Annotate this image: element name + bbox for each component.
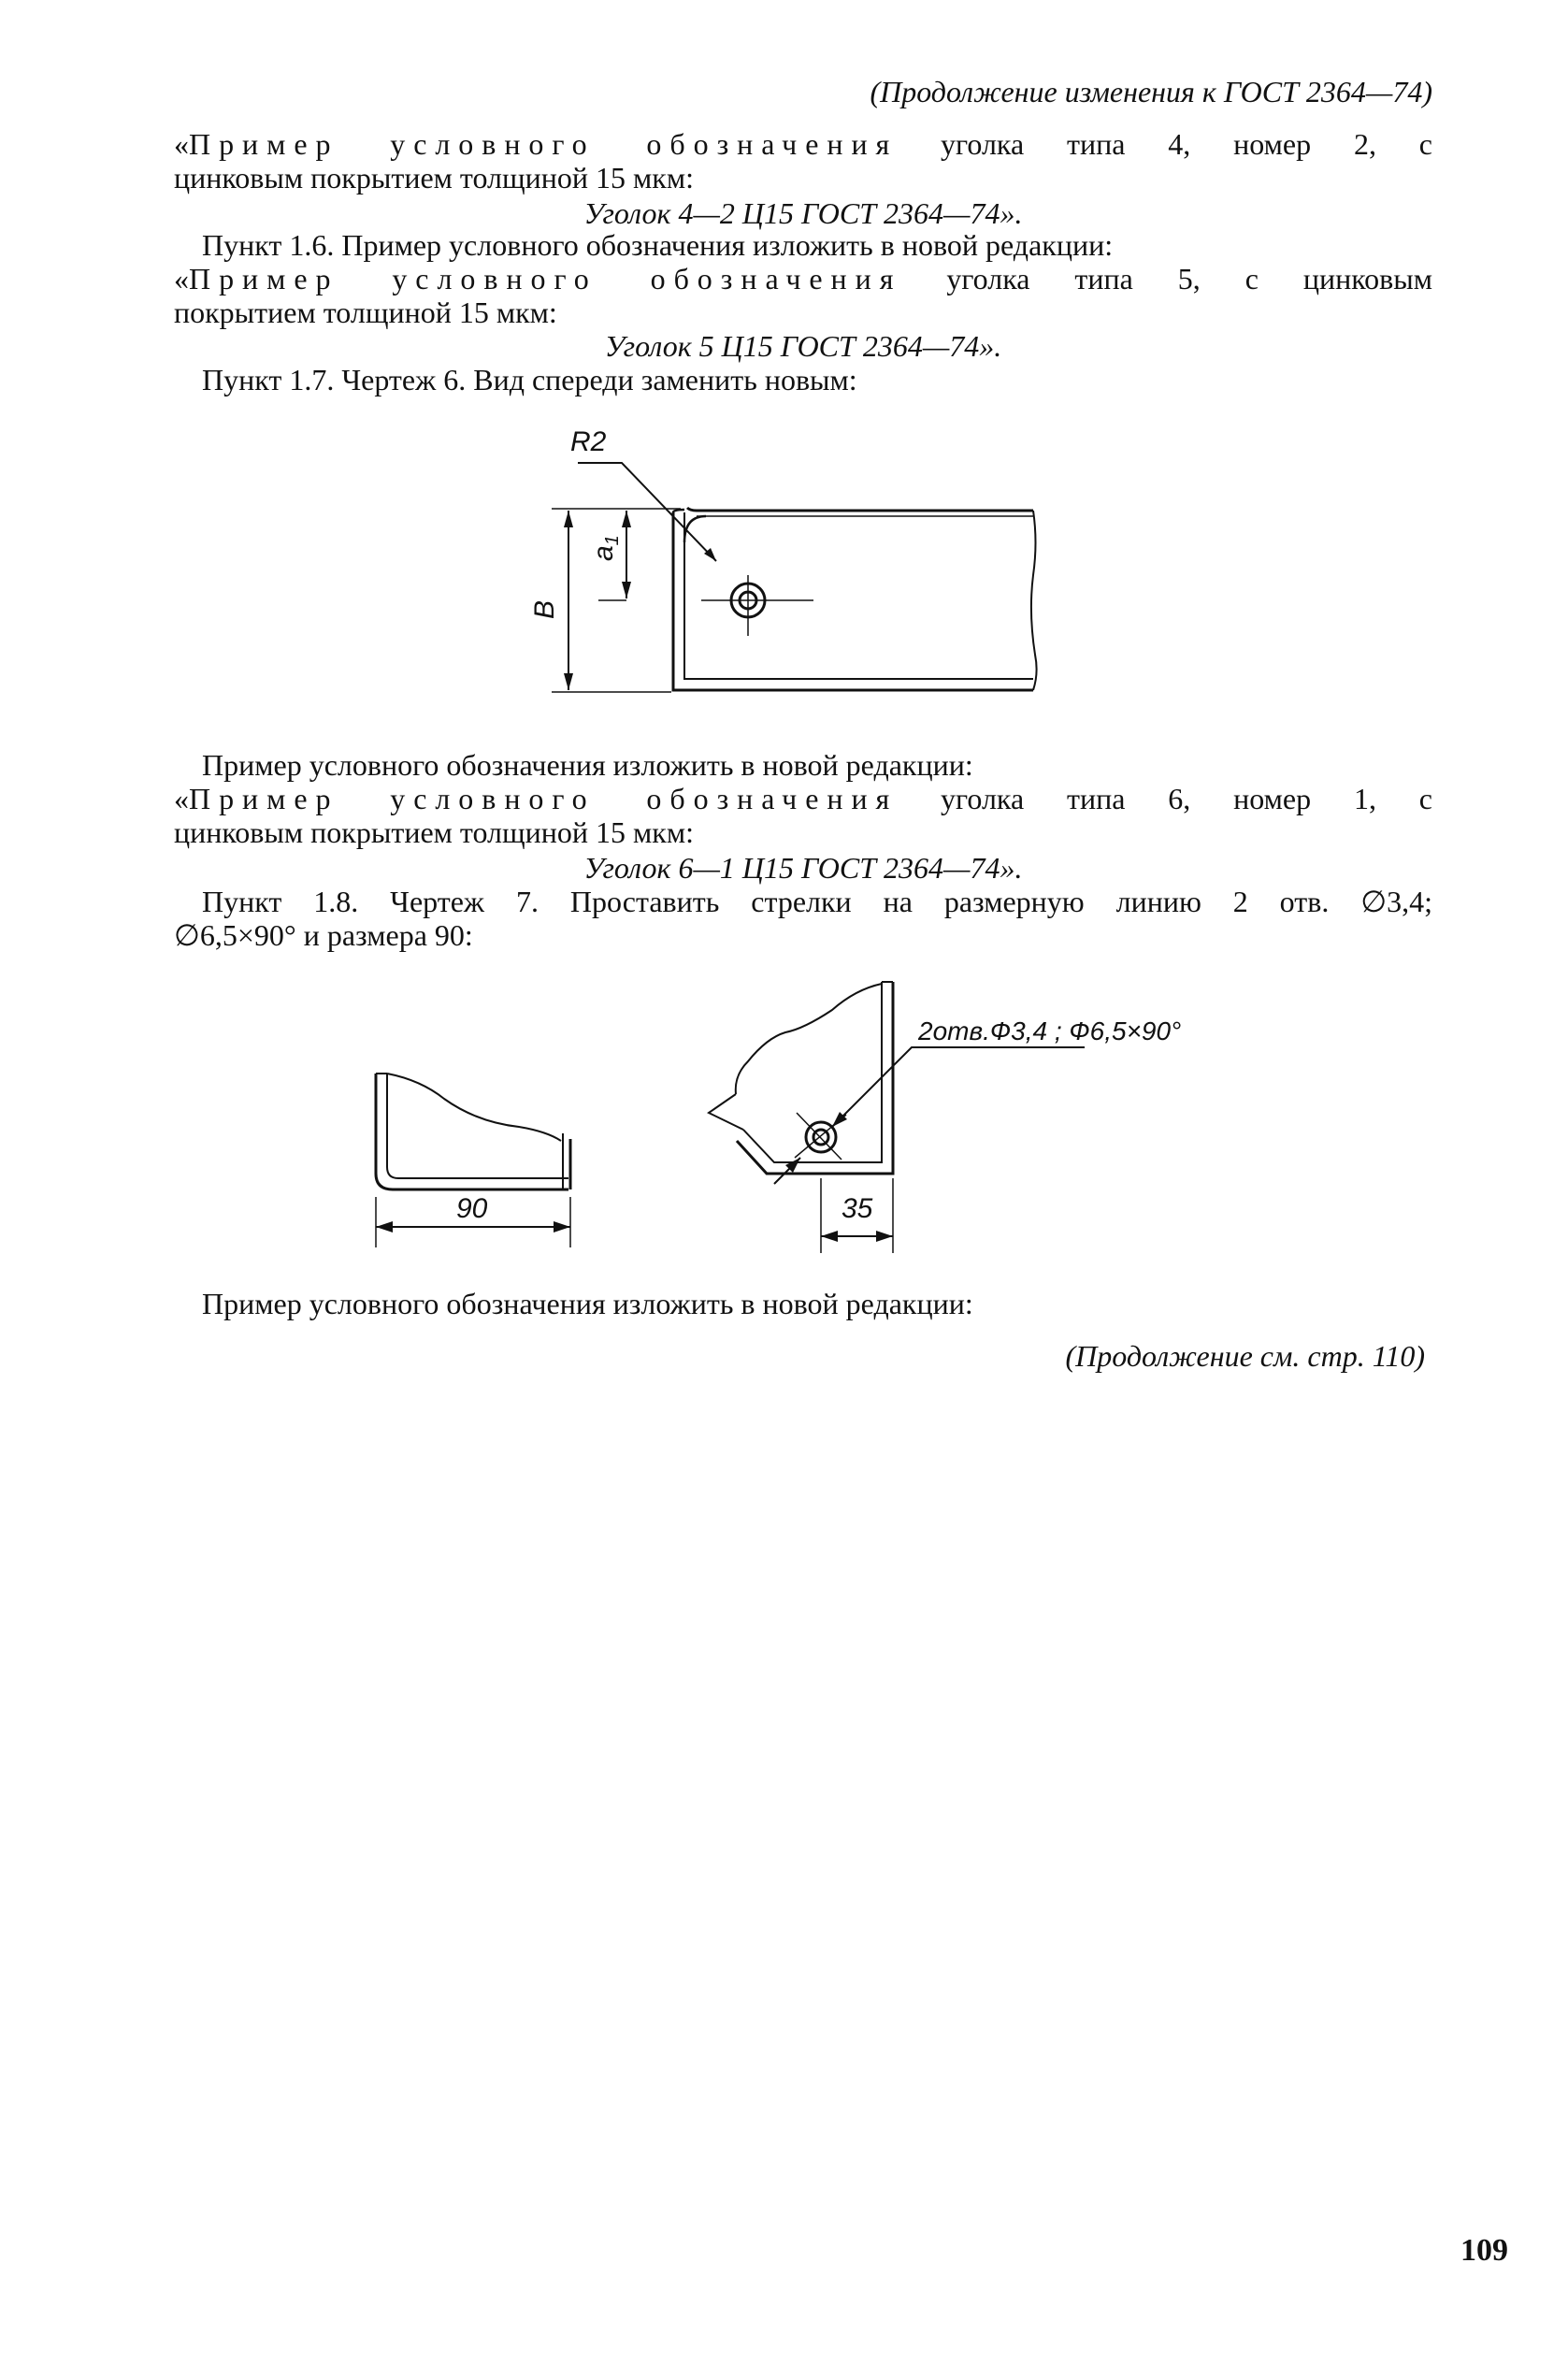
label-holes: 2отв.Ф3,4 ; Ф6,5×90°	[918, 1016, 1182, 1045]
spaced-phrase: Пример условного обозначения	[189, 782, 899, 815]
designation-type6: Уголок 6—1 Ц15 ГОСТ 2364—74».	[583, 851, 1023, 885]
designation-type4: Уголок 4—2 Ц15 ГОСТ 2364—74».	[583, 196, 1023, 230]
clause-1-6: Пункт 1.6. Пример условного обозначения изложить в новой редакции:	[202, 228, 1114, 262]
spaced-phrase: Пример условного обозначения	[189, 262, 902, 296]
example-line-type5: «Пример условного обозначения уголка типа 5, с цинковым	[174, 262, 1432, 296]
page-number: 109	[1460, 2233, 1508, 2268]
clause-1-8-cont: ∅6,5×90° и размера 90:	[174, 918, 473, 952]
example-line-type4: «Пример условного обозначения уголка типа 4, номер 2, с	[174, 127, 1432, 161]
label-dim-90: 90	[456, 1193, 488, 1224]
drawing-7	[355, 973, 1272, 1281]
example-line-type6: «Пример условного обозначения уголка типа 6, номер 1, с	[174, 782, 1432, 815]
clause-1-7: Пункт 1.7. Чертеж 6. Вид спереди заменить новым:	[202, 363, 857, 396]
example-line-coating: покрытием толщиной 15 мкм:	[174, 296, 557, 329]
designation-type5: Уголок 5 Ц15 ГОСТ 2364—74».	[604, 329, 1002, 363]
clause-1-8: Пункт 1.8. Чертеж 7. Проставить стрелки на размерную линию 2 отв. ∅3,4;	[202, 885, 1432, 918]
example-line-coating: цинковым покрытием толщиной 15 мкм:	[174, 161, 694, 195]
label-b: B	[529, 599, 560, 619]
label-dim-35: 35	[842, 1193, 873, 1224]
clause-example-redaction: Пример условного обозначения изложить в новой редакции:	[202, 748, 973, 782]
spaced-phrase: Пример условного обозначения	[189, 127, 899, 161]
clause-example-redaction-2: Пример условного обозначения изложить в новой редакции:	[202, 1287, 973, 1320]
continuation-header: (Продолжение изменения к ГОСТ 2364—74)	[870, 75, 1432, 108]
label-r2: R2	[570, 426, 607, 457]
label-a1: $a_1$	[588, 535, 623, 561]
continuation-footer: (Продолжение см. стр. 110)	[1065, 1339, 1425, 1373]
drawing-6	[524, 411, 1047, 711]
example-line-coating: цинковым покрытием толщиной 15 мкм:	[174, 815, 694, 849]
